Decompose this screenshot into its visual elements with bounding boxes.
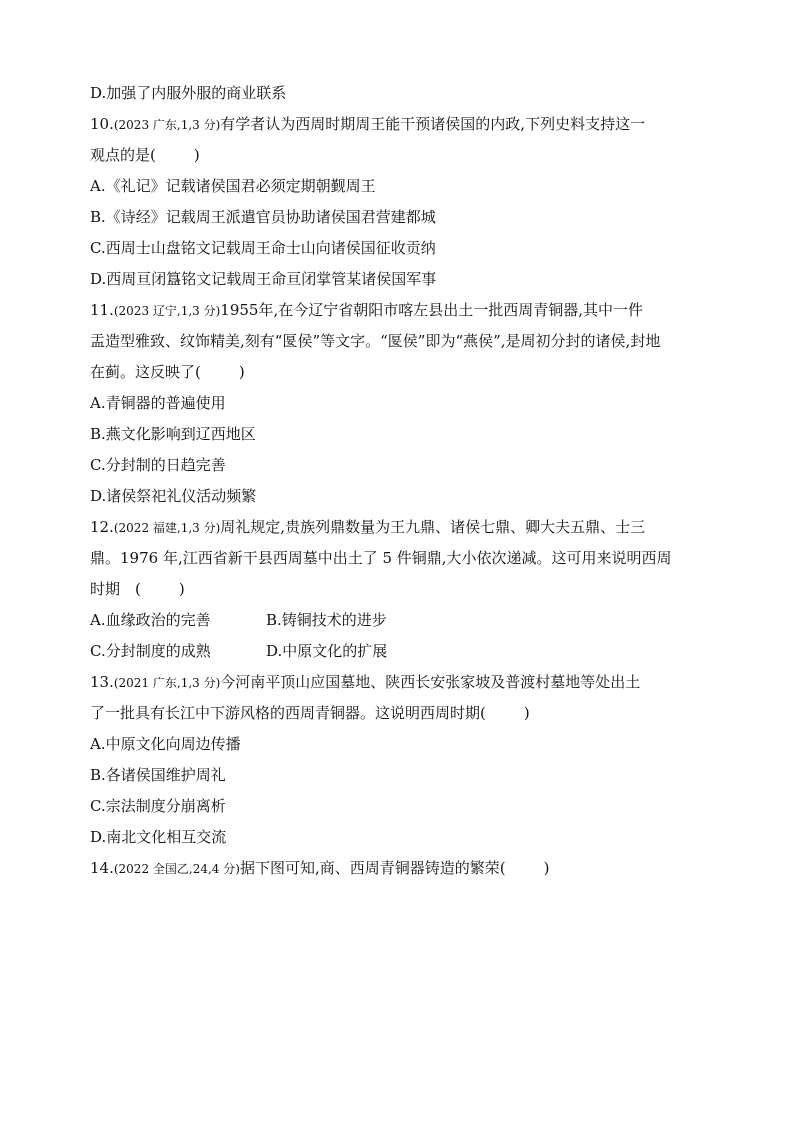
question-11-option-c: C.分封制的日趋完善 [90,456,226,474]
question-11-stem-line-1 [90,295,710,326]
question-12-stem-line-2: 鼎。1976 年,江西省新干县西周墓中出土了 5 件铜鼎,大小依次递减。这可用来说明西周 [90,549,672,567]
question-10-option-b: B.《诗经》记载周王派遣官员协助诸侯国君营建都城 [90,208,436,226]
question-number: 11. [90,301,114,319]
question-13-stem-line-2 [90,698,710,729]
question-10-option-c: C.西周士山盘铭文记载周王命士山向诸侯国征收贡纳 [90,239,436,257]
question-11-option-d: D.诸侯祭祀礼仪活动频繁 [90,487,257,505]
answer-paren-close: ) [193,146,200,164]
question-11-option-b: B.燕文化影响到辽西地区 [90,425,256,443]
question-10-option-a: A.《礼记》记载诸侯国君必须定期朝觐周王 [90,177,376,195]
question-12-options-row-1 [90,605,710,636]
question-stem-text: 了一批具有长江中下游风格的西周青铜器。这说明西周时期( [90,704,486,722]
question-stem-text: 1955年,在今辽宁省朝阳市喀左县出土一批西周青铜器,其中一件 [220,301,644,319]
question-stem-text: 时期 ( [90,580,141,598]
question-13-option-c: C.宗法制度分崩离析 [90,797,226,815]
question-stem-text: 据下图可知,商、西周青铜器铸造的繁荣( [239,859,506,877]
question-source: (2021 广东,1,3 分) [113,676,221,690]
question-12-stem-line-3 [90,574,710,605]
question-source: (2023 广东,1,3 分) [113,118,221,132]
answer-paren-close: ) [238,363,245,381]
question-number: 14. [90,859,114,877]
question-source: (2022 全国乙,24,4 分) [113,862,240,876]
question-source: (2023 辽宁,1,3 分) [113,304,221,318]
question-14-stem-line-1 [90,853,710,884]
question-13-stem-line-1 [90,667,710,698]
question-source: (2022 福建,1,3 分) [113,521,221,535]
question-11-option-a: A.青铜器的普遍使用 [90,394,226,412]
question-12-option-b: B.铸铜技术的进步 [266,611,387,629]
question-stem-text: 周礼规定,贵族列鼎数量为王九鼎、诸侯七鼎、卿大夫五鼎、士三 [220,518,646,536]
question-12-option-c: C.分封制度的成熟 [90,642,211,660]
answer-paren-close: ) [523,704,530,722]
question-stem-text: 在蓟。这反映了( [90,363,201,381]
question-11-stem-line-3 [90,357,710,388]
question-stem-text: 观点的是( [90,146,156,164]
answer-paren-close: ) [178,580,185,598]
question-10-stem-line-2 [90,140,710,171]
question-12-options-row-2 [90,636,710,667]
question-stem-text: 有学者认为西周时期周王能干预诸侯国的内政,下列史料支持这一 [220,115,646,133]
question-11-stem-line-2: 盂造型雅致、纹饰精美,刻有“匽侯”等文字。“匽侯”即为“燕侯”,是周初分封的诸侯,封地 [90,332,661,350]
question-9-option-d: D.加强了内服外服的商业联系 [90,84,287,102]
question-13-option-a: A.中原文化向周边传播 [90,735,241,753]
question-12-option-d: D.中原文化的扩展 [266,642,388,660]
answer-paren-close: ) [543,859,550,877]
question-number: 13. [90,673,114,691]
question-number: 12. [90,518,114,536]
question-stem-text: 今河南平顶山应国墓地、陕西长安张家坡及普渡村墓地等处出土 [220,673,641,691]
question-10-stem-line-1 [90,109,710,140]
question-12-stem-line-1 [90,512,710,543]
question-number: 10. [90,115,114,133]
question-12-option-a: A.血缘政治的完善 [90,611,211,629]
question-13-option-d: D.南北文化相互交流 [90,828,227,846]
question-13-option-b: B.各诸侯国维护周礼 [90,766,226,784]
document-page [90,78,710,884]
question-10-option-d: D.西周亘闭簋铭文记载周王命亘闭掌管某诸侯国军事 [90,270,437,288]
